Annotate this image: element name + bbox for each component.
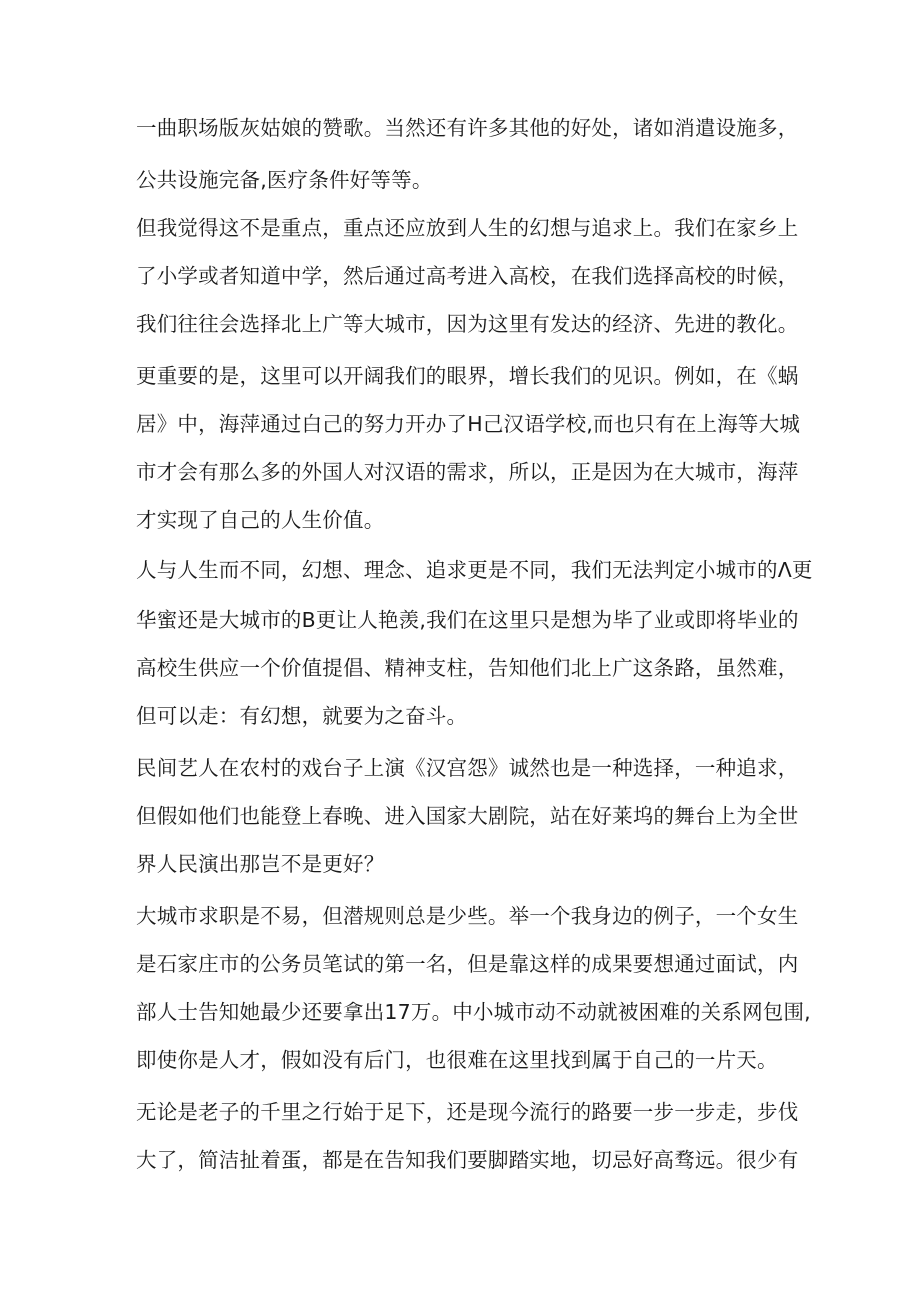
text-line: 但假如他们也能登上春晚、进入国家大剧院，站在好莱坞的舞台上为全世 — [136, 804, 799, 828]
text-line: 高校生供应一个价值提倡、精神支柱，告知他们北上广这条路，虽然难， — [136, 656, 799, 680]
text-line: 我们往往会选择北上广等大城市，因为这里有发达的经济、先进的教化。 — [136, 312, 799, 336]
text-line: 公共设施完备,医疗条件好等等。 — [136, 168, 433, 192]
text-line: 了小学或者知道中学，然后通过高考进入高校，在我们选择高校的时候， — [136, 264, 799, 288]
text-line: 民间艺人在农村的戏台子上演《汉宫怨》诚然也是一种选择，一种追求， — [136, 756, 799, 780]
text-line: 即使你是人才，假如没有后门，也很难在这里找到属于自己的一片天。 — [136, 1048, 778, 1072]
text-line: 但可以走：有幻想，就要为之奋斗。 — [136, 704, 468, 728]
text-line: 居》中，海萍通过白己的努力开办了H己汉语学校,而也只有在上海等大城 — [136, 412, 801, 436]
text-line: 一曲职场版灰姑娘的赞歌。当然还有许多其他的好处，诸如消遣设施多， — [136, 116, 799, 140]
text-line: 界人民演出那岂不是更好？ — [136, 852, 385, 876]
text-line: 市才会有那么多的外国人对汉语的需求，所以，正是因为在大城市，海萍 — [136, 460, 799, 484]
text-line: 华蜜还是大城市的B更让人艳羡,我们在这里只是想为毕了业或即将毕业的 — [136, 608, 799, 632]
text-line: 大了，简洁扯着蛋，都是在告知我们要脚踏实地，切忌好高骛远。很少有 — [136, 1148, 799, 1172]
text-line: 更重要的是，这里可以开阔我们的眼界，增长我们的见识。例如，在《蜗 — [136, 364, 799, 388]
text-line: 无论是老子的千里之行始于足下，还是现今流行的路要一步一步走，步伐 — [136, 1100, 799, 1124]
text-line: 大城市求职是不易，但潜规则总是少些。举一个我身边的例子，一个女生 — [136, 904, 799, 928]
text-line: 是石家庄市的公务员笔试的第一名，但是靠这样的成果要想通过面试，内 — [136, 952, 799, 976]
text-line: 但我觉得这不是重点，重点还应放到人生的幻想与追求上。我们在家乡上 — [136, 216, 799, 240]
text-line: 才实现了自己的人生价值。 — [136, 508, 385, 532]
text-line: 部人士告知她最少还要拿出17万。中小城市动不动就被困难的关系网包围, — [136, 1000, 811, 1024]
text-line: 人与人生而不同，幻想、理念、追求更是不同，我们无法判定小城市的Λ更 — [136, 558, 813, 582]
